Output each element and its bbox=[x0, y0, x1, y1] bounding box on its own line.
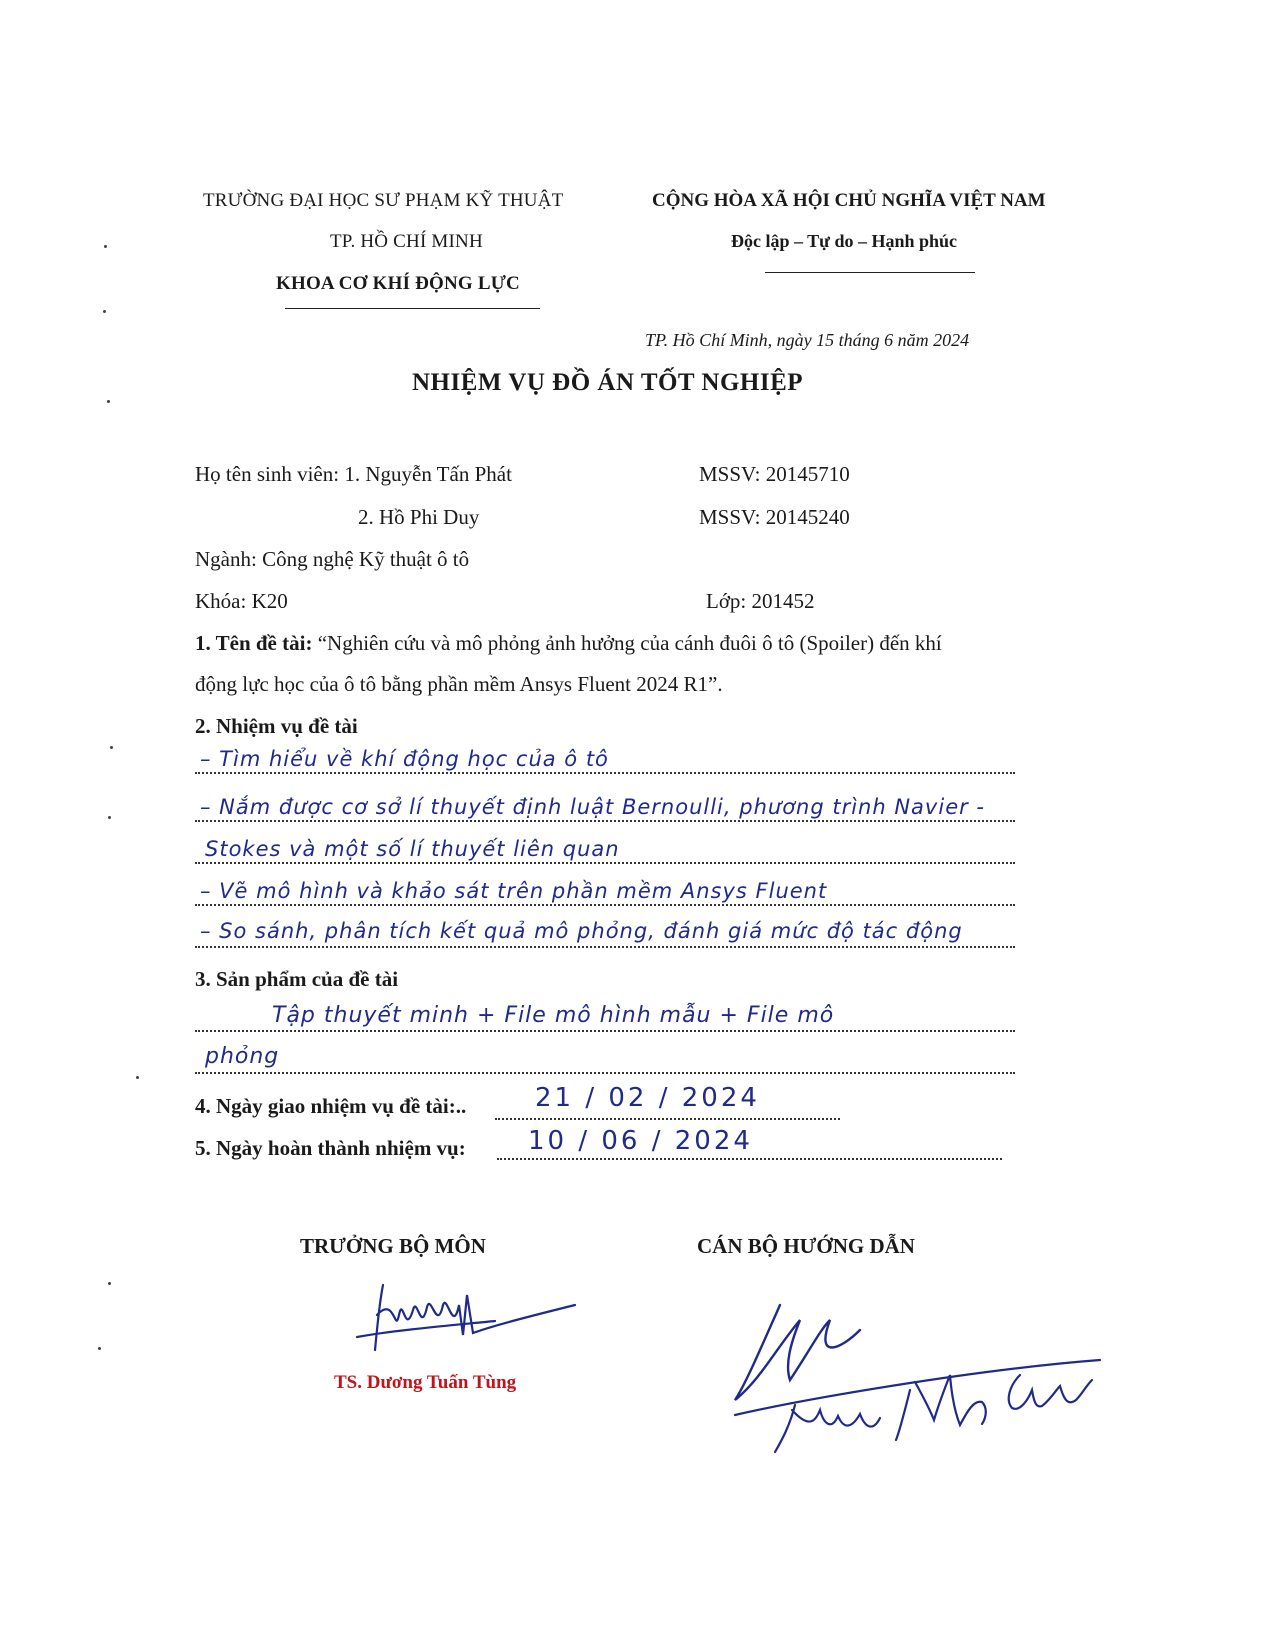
document-title: NHIỆM VỤ ĐỒ ÁN TỐT NGHIỆP bbox=[412, 369, 804, 396]
task-line-3: Stokes và một số lí thuyết liên quan bbox=[205, 837, 620, 861]
motto-underline bbox=[765, 272, 975, 273]
speck bbox=[104, 245, 107, 248]
student2-id: MSSV: 20145240 bbox=[699, 505, 850, 529]
supervisor-title: CÁN BỘ HƯỚNG DẪN bbox=[697, 1234, 915, 1258]
section4-label: 4. Ngày giao nhiệm vụ đề tài:.. bbox=[195, 1094, 467, 1118]
class: Lớp: 201452 bbox=[706, 589, 815, 613]
head-of-department-signature bbox=[355, 1275, 585, 1370]
product-line-1: Tập thuyết minh + File mô hình mẫu + File mô bbox=[272, 1003, 835, 1028]
section1-text-line2: động lực học của ô tô bằng phần mềm Ansys Fluent 2024 R1”. bbox=[195, 672, 723, 696]
head-of-department-name: TS. Dương Tuấn Tùng bbox=[334, 1372, 517, 1393]
dotted-line-3 bbox=[195, 862, 1015, 864]
task-line-4: – Vẽ mô hình và khảo sát trên phần mềm Ansys Fluent bbox=[200, 879, 828, 903]
student-label bbox=[195, 462, 512, 487]
speck bbox=[98, 1347, 101, 1350]
speck bbox=[103, 310, 106, 313]
section3-label: 3. Sản phẩm của đề tài bbox=[195, 967, 399, 991]
section1-text-line1: “Nghiên cứu và mô phỏng ảnh hưởng của cánh đuôi ô tô (Spoiler) đến khí bbox=[317, 631, 942, 655]
dotted-line-6 bbox=[195, 1030, 1015, 1032]
assign-date: 21 / 02 / 2024 bbox=[535, 1083, 760, 1113]
dotted-line-2 bbox=[195, 820, 1015, 822]
faculty-underline bbox=[285, 308, 540, 309]
cohort: Khóa: K20 bbox=[195, 589, 288, 613]
speck bbox=[107, 400, 110, 403]
dotted-line-7 bbox=[195, 1072, 1015, 1074]
section5-label: 5. Ngày hoàn thành nhiệm vụ: bbox=[195, 1136, 466, 1160]
university-name-line2: TP. HỒ CHÍ MINH bbox=[330, 231, 483, 252]
speck bbox=[110, 746, 113, 749]
task-line-2: – Nắm được cơ sở lí thuyết định luật Bernoulli, phương trình Navier - bbox=[200, 795, 985, 819]
student1-name: 1. Nguyễn Tấn Phát bbox=[344, 462, 512, 486]
dotted-line-8 bbox=[495, 1118, 840, 1120]
student-label-text: Họ tên sinh viên: bbox=[195, 462, 340, 486]
section1-line1 bbox=[195, 631, 942, 656]
university-name-line1: TRƯỜNG ĐẠI HỌC SƯ PHẠM KỸ THUẬT bbox=[203, 190, 564, 211]
dotted-line-4 bbox=[195, 904, 1015, 906]
speck bbox=[108, 1282, 111, 1285]
task-line-5: – So sánh, phân tích kết quả mô phỏng, đánh giá mức độ tác động bbox=[200, 919, 963, 943]
country-name: CỘNG HÒA XÃ HỘI CHỦ NGHĨA VIỆT NAM bbox=[652, 190, 1046, 211]
dotted-line-1 bbox=[195, 772, 1015, 774]
student2-name: 2. Hồ Phi Duy bbox=[358, 505, 480, 529]
student1-id: MSSV: 20145710 bbox=[699, 462, 850, 486]
dotted-line-5 bbox=[195, 946, 1015, 948]
faculty-name: KHOA CƠ KHÍ ĐỘNG LỰC bbox=[276, 273, 520, 294]
dotted-line-9 bbox=[497, 1158, 1002, 1160]
section2-label: 2. Nhiệm vụ đề tài bbox=[195, 714, 358, 738]
task-line-1: – Tìm hiểu về khí động học của ô tô bbox=[200, 747, 609, 771]
product-line-2: phỏng bbox=[205, 1044, 280, 1069]
head-of-department-title: TRƯỞNG BỘ MÔN bbox=[300, 1234, 486, 1258]
speck bbox=[136, 1076, 139, 1079]
major: Ngành: Công nghệ Kỹ thuật ô tô bbox=[195, 547, 470, 571]
national-motto: Độc lập – Tự do – Hạnh phúc bbox=[731, 231, 958, 251]
speck bbox=[108, 816, 111, 819]
date-line: TP. Hồ Chí Minh, ngày 15 tháng 6 năm 2024 bbox=[645, 330, 970, 350]
supervisor-signature bbox=[720, 1290, 1110, 1460]
completion-date: 10 / 06 / 2024 bbox=[528, 1126, 753, 1156]
section1-label: 1. Tên đề tài: bbox=[195, 631, 313, 655]
